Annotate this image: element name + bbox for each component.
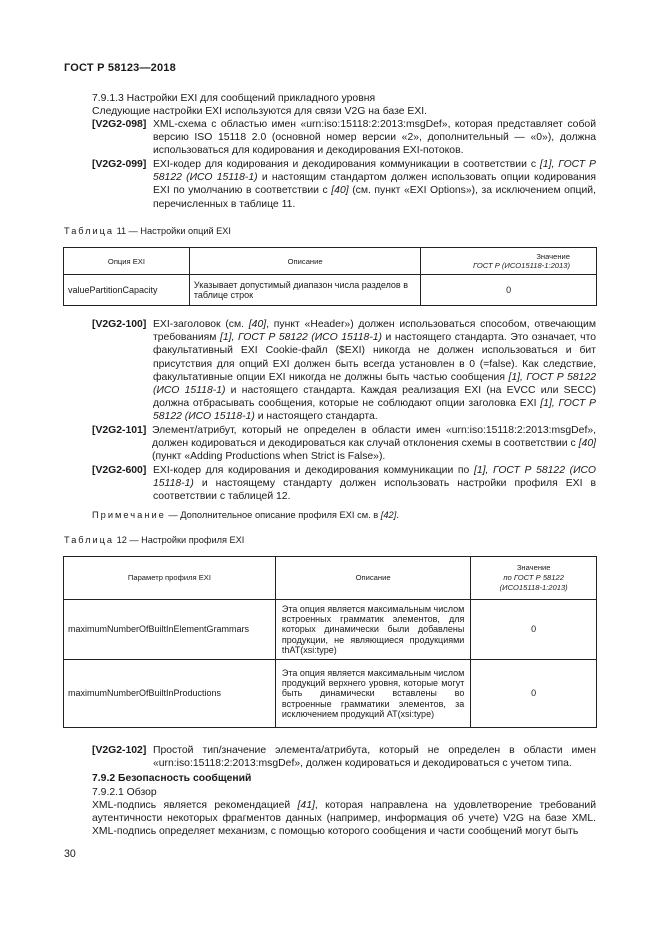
requirement-text: Простой тип/значение элемента/атрибута, который не определен в области имен «urn:iso:15118:2:2013:msgDef», должен кодироваться и декодироваться с учетом типа. xyxy=(153,745,596,770)
requirement-100 xyxy=(92,318,596,424)
column-header-parameter: Параметр профиля EXI xyxy=(64,557,276,600)
section-paragraph: XML-подпись является рекомендацией [41], которая направлена на удовлетворение требований аутентичности некоторых фрагментов данных (например, информация об учете) V2G на базе XML. XML-подпись определяет механизм, с помощью которого сообщения и части сообщений могут быть xyxy=(92,800,596,838)
table-11-caption: Таблица 11 — Настройки опций EXI xyxy=(64,226,231,236)
cell-option: valuePartitionCapacity xyxy=(64,275,190,306)
requirement-099 xyxy=(92,158,596,211)
requirement-code: [V2G2-099] xyxy=(92,159,147,170)
cell-value: 0 xyxy=(471,660,597,728)
table-row xyxy=(64,275,597,306)
note: Примечание — Дополнительное описание профиля EXI см. в [42]. xyxy=(92,510,399,520)
page-number: 30 xyxy=(64,848,76,860)
requirement-code: [V2G2-600] xyxy=(92,465,147,476)
section-heading-7913: 7.9.1.3 Настройки EXI для сообщений прикладного уровня xyxy=(92,93,376,104)
column-header-description: Описание xyxy=(275,557,470,600)
table-header-row xyxy=(64,248,597,275)
subsection-heading: 7.9.2.1 Обзор xyxy=(92,787,157,798)
requirement-code: [V2G2-101] xyxy=(92,425,147,436)
requirement-101 xyxy=(92,424,596,464)
cell-parameter: maximumNumberOfBuiltInProductions xyxy=(64,660,276,728)
cell-description: Эта опция является максимальным числом встроенных грамматик элементов, для которых динамически были добавлены продукции, не являющиеся продукциями thAT(xsi:type) xyxy=(275,600,470,660)
cell-value: 0 xyxy=(421,275,597,306)
requirement-600 xyxy=(92,464,596,504)
document-header: ГОСТ Р 58123—2018 xyxy=(64,62,176,74)
requirement-102 xyxy=(92,744,596,770)
column-header-option: Опция EXI xyxy=(64,248,190,275)
cell-description: Эта опция является максимальным числом продукций верхнего уровня, которые могут быть динамически вставлены во встроенные грамматики элементов, за исключением продукций AT(xsi:type) xyxy=(275,660,470,728)
requirement-text: EXI-кодер для кодирования и декодирования коммуникации в соответствии с [1], ГОСТ Р 58122 (ИСО 15118-1) и настоящим стандартом должен использовать опции кодирования EXI по умолчанию в соответствии с [40] (см. пункт «EXI Options»), за исключением опций, перечисленных в таблице 11. xyxy=(153,159,596,210)
requirement-text: Элемент/атрибут, который не определен в области имен «urn:iso:15118:2:2013:msgDef», должен кодироваться и декодироваться как случай отклонения схемы в соответствии с [40] (пункт «Adding Productions when Strict is False»). xyxy=(152,425,596,463)
table-12 xyxy=(63,556,597,728)
requirement-code: [V2G2-102] xyxy=(92,745,147,756)
requirement-text: EXI-заголовок (см. [40], пункт «Header») должен использоваться способом, отвечающим требованиям [1], ГОСТ Р 58122 (ИСО 15118-1) и настоящего стандарта. Это означает, что факультативный EXI Cookie-файл ($EXI) никогда не должен использоваться и бит присутствия для опций EXI должен быть всегда установлен в 0 (=false). Как следствие, факультативные опции EXI никогда не должны быть частью сообщения [1], ГОСТ Р 58122 (ИСО 15118-1) и настоящего стандарта. Каждая реализация EXI (на EVCC или SECC) должна отбрасывать сообщения, которые не соблюдают опции заголовка EXI [1], ГОСТ Р 58122 (ИСО 15118-1) и настоящего стандарта. xyxy=(153,319,596,423)
table-12-caption: Таблица 12 — Настройки профиля EXI xyxy=(64,535,245,545)
table-row xyxy=(64,660,597,728)
column-header-value: Значение ГОСТ Р (ИСО15118-1:2013) xyxy=(421,248,597,275)
table-row xyxy=(64,600,597,660)
section-intro: Следующие настройки EXI используются для связи V2G на базе EXI. xyxy=(92,106,428,117)
section-heading-792: 7.9.2 Безопасность сообщений xyxy=(92,773,252,784)
column-header-description: Описание xyxy=(189,248,420,275)
table-11 xyxy=(63,247,597,306)
requirement-code: [V2G2-100] xyxy=(92,319,147,330)
cell-description: Указывает допустимый диапазон числа разделов в таблице строк xyxy=(189,275,420,306)
cell-value: 0 xyxy=(471,600,597,660)
requirement-code: [V2G2-098] xyxy=(92,119,147,130)
requirement-text: XML-схема с областью имен «urn:iso:15118:2:2013:msgDef», которая представляет собой версию ISO 15118 2.0 (основной номер версии «2», дополнительный — «0»), должна использоваться для кодирования и декодирования EXI-потоков. xyxy=(153,119,596,157)
cell-parameter: maximumNumberOfBuiltInElementGrammars xyxy=(64,600,276,660)
requirement-098 xyxy=(92,118,596,158)
requirement-text: EXI-кодер для кодирования и декодирования коммуникации по [1], ГОСТ Р 58122 (ИСО 15118-1) и настоящему стандарту должен использовать настройки профиля EXI в соответствии с таблицей 12. xyxy=(153,465,596,503)
table-header-row xyxy=(64,557,597,600)
column-header-value: Значение по ГОСТ Р 58122 (ИСО15118-1:2013) xyxy=(471,557,597,600)
